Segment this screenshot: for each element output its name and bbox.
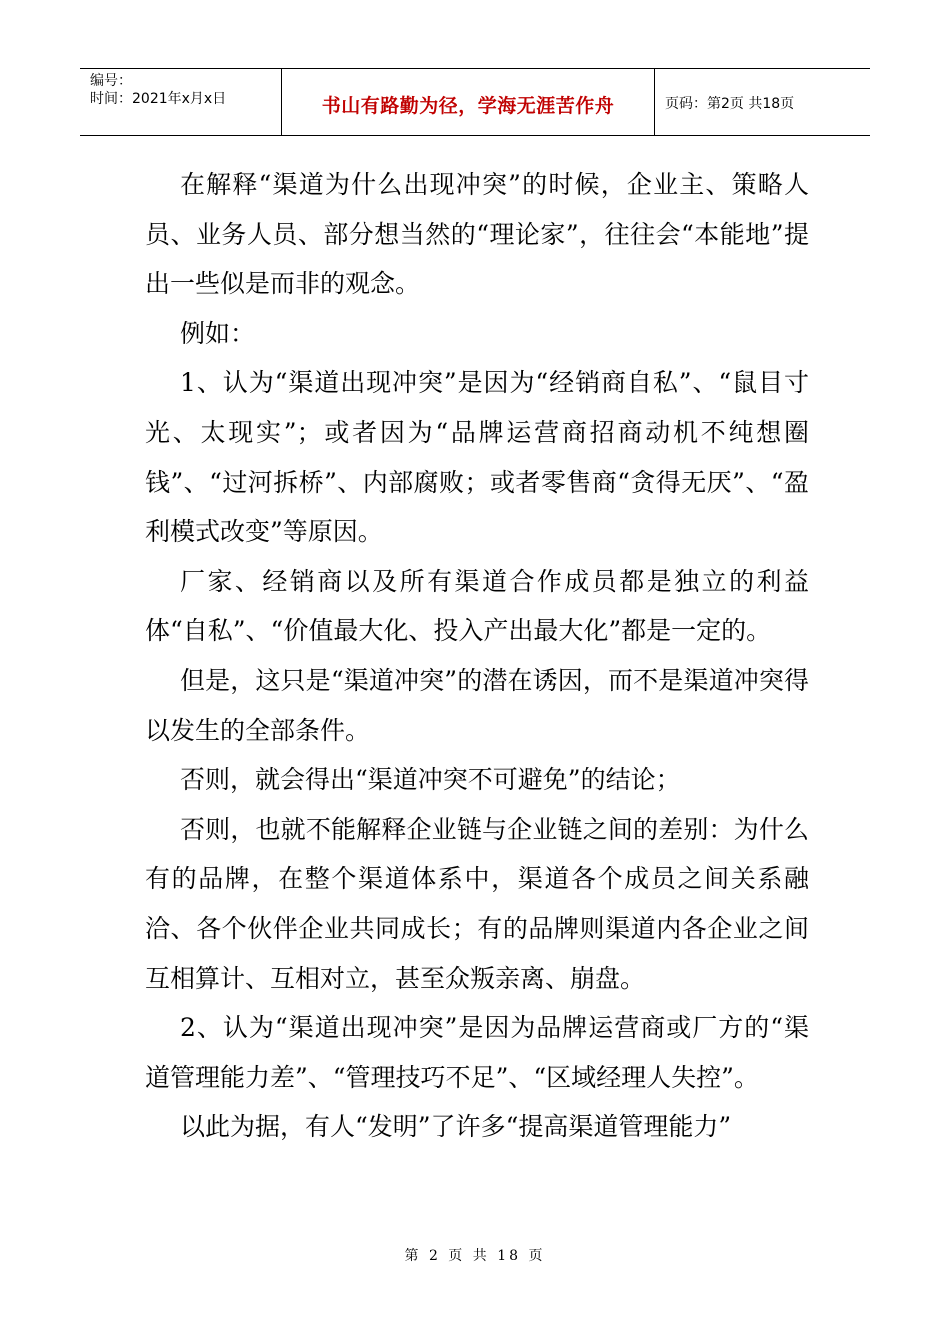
paragraph: 1、认为“渠道出现冲突”是因为“经销商自私”、“鼠目寸光、太现实”；或者因为“品牌运营商招商动机不纯想圈钱”、“过河拆桥”、内部腐败；或者零售商“贪得无厌”、“盈利模式改变”等原因。 <box>145 368 809 547</box>
paragraph: 厂家、经销商以及所有渠道合作成员都是独立的利益体“自私”、“价值最大化、投入产出最大化”都是一定的。 <box>145 566 809 646</box>
page-footer: 第 2 页 共 18 页 <box>404 1248 546 1264</box>
paragraph: 例如： <box>180 318 256 348</box>
header-meta-cell <box>80 69 282 135</box>
paragraph: 以此为据，有人“发明”了许多“提高渠道管理能力” <box>180 1112 732 1142</box>
paragraph: 但是，这只是“渠道冲突”的潜在诱因，而不是渠道冲突得以发生的全部条件。 <box>145 665 809 745</box>
document-number-label: 编号： <box>90 73 132 89</box>
document-body <box>145 160 809 1152</box>
header-motto: 书山有路勤为径，学海无涯苦作舟 <box>282 69 655 135</box>
paragraph: 否则，就会得出“渠道冲突不可避免”的结论； <box>180 765 681 795</box>
document-date: 时间：2021年x月x日 <box>90 91 227 107</box>
paragraph: 否则，也就不能解释企业链与企业链之间的差别：为什么有的品牌，在整个渠道体系中，渠道各个成员之间关系融洽、各个伙伴企业共同成长；有的品牌则渠道内各企业之间互相算计、互相对立，甚至众叛亲离、崩盘。 <box>145 814 809 993</box>
paragraph: 在解释“渠道为什么出现冲突”的时候，企业主、策略人员、业务人员、部分想当然的“理论家”，往往会“本能地”提出一些似是而非的观念。 <box>145 170 809 299</box>
paragraph: 2、认为“渠道出现冲突”是因为品牌运营商或厂方的“渠道管理能力差”、“管理技巧不足”、“区域经理人失控”。 <box>145 1013 809 1092</box>
document-header <box>80 68 870 136</box>
header-page-info: 页码：第2页 共18页 <box>665 96 795 112</box>
